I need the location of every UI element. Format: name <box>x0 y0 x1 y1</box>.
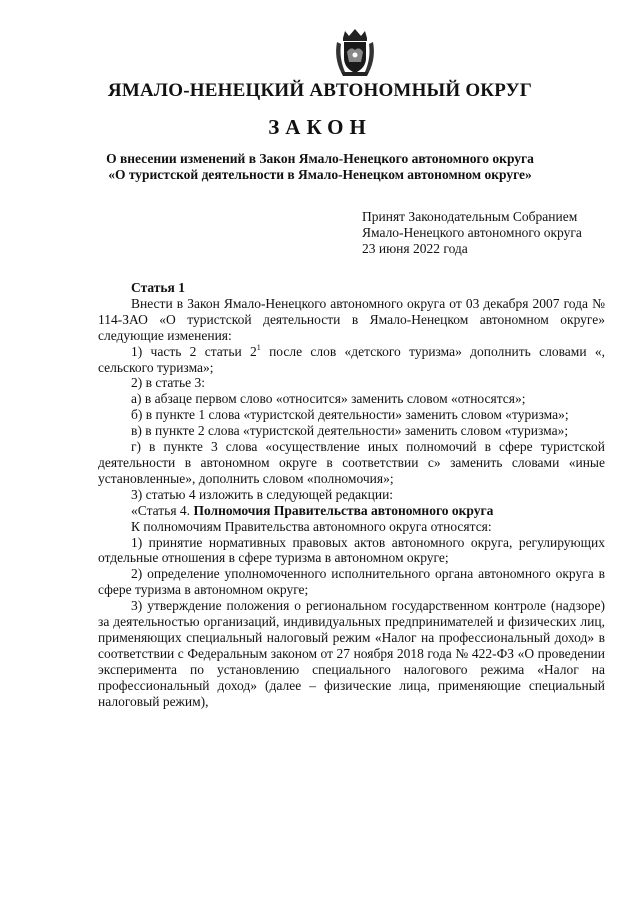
paragraph: 1) принятие нормативных правовых актов автономного округа, регулирующих отдельные отношения в сфере туризма в автономном округе; <box>98 534 605 566</box>
adoption-note <box>362 209 622 257</box>
text: 1) часть 2 статьи 2 <box>131 343 257 359</box>
paragraph: 3) статью 4 изложить в следующей редакции: <box>131 486 394 502</box>
paragraph: 2) определение уполномоченного исполнительного органа автономного округа в сфере туризма в автономном округе; <box>98 566 605 598</box>
region-title: ЯМАЛО-НЕНЕЦКИЙ АВТОНОМНЫЙ ОКРУГ <box>107 80 533 101</box>
paragraph <box>98 344 605 376</box>
law-subtitle <box>80 151 560 183</box>
paragraph: б) в пункте 1 слова «туристской деятельности» заменить словом «туризма»; <box>131 407 569 423</box>
law-body <box>98 280 605 709</box>
adoption-line: Ямало-Ненецкого автономного округа <box>362 225 582 240</box>
subtitle-line: «О туристской деятельности в Ямало-Ненецком автономном округе» <box>108 167 532 182</box>
paragraph: К полномочиям Правительства автономного округа относятся: <box>131 518 492 534</box>
article4-title: Полномочия Правительства автономного округа <box>193 502 494 518</box>
superscript: 1 <box>256 342 261 352</box>
article-heading: Статья 1 <box>131 280 185 295</box>
paragraph: г) в пункте 3 слова «осуществление иных полномочий в сфере туристской деятельности в автономном округе в соответствии с» заменить словами «иные установленные», дополнить словом «полномочия»; <box>98 439 605 486</box>
text: «Статья 4. <box>131 502 194 518</box>
adoption-date: 23 июня 2022 года <box>362 241 468 256</box>
adoption-line: Принят Законодательным Собранием <box>362 209 578 224</box>
article4-heading <box>98 503 605 519</box>
coat-of-arms-icon <box>333 28 377 78</box>
paragraph: в) в пункте 2 слова «туристской деятельности» заменить словом «туризма»; <box>131 423 569 439</box>
subtitle-line: О внесении изменений в Закон Ямало-Ненецкого автономного округа <box>106 151 534 166</box>
paragraph: 2) в статье 3: <box>131 375 205 391</box>
paragraph: а) в абзаце первом слово «относится» заменить словом «относятся»; <box>131 391 526 407</box>
text: после слов «детского туризма» дополнить словами «, сельского туризма»; <box>98 343 605 375</box>
paragraph: Внести в Закон Ямало-Ненецкого автономного округа от 03 декабря 2007 года № 114-ЗАО «О туристской деятельности в Ямало-Ненецком автономном округе» следующие изменения: <box>98 295 605 343</box>
paragraph: 3) утверждение положения о региональном государственном контроле (надзоре) за деятельностью организаций, индивидуальных предпринимателей и физических лиц, применяющих специальный налоговый режим «Налог на профессиональный доход» в соответствии с Федеральным законом от 27 ноября 2018 года № 422-ФЗ «О проведении эксперимента по установлению специального налогового режима «Налог на профессиональный доход» (далее – физические лица, применяющие специальный налоговый режим), <box>98 598 605 709</box>
document-type: ЗАКОН <box>268 115 372 139</box>
